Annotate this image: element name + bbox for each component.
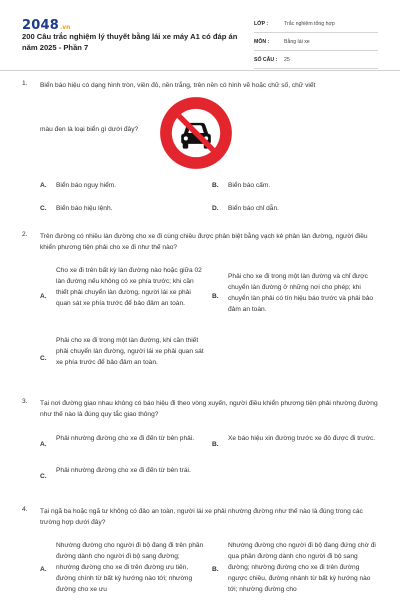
question-text: Tại ngã ba hoặc ngã tư không có đảo an toàn, người lái xe phải nhường đường như thế nào là đúng trong các trường hợp dưới đây? [40,508,363,526]
option-text: Biển báo hiệu lệnh. [56,205,113,212]
question-number: 1. [22,80,28,87]
meta-row-class [254,15,378,33]
option-text: Cho xe đi trên bất kỳ làn đường nào hoặc giữa 02 làn đường nếu không có xe phía trước; khi cần thiết phải chuyển làn đường, người lái xe phải quan sát xe phía trước để bảo đảm an toàn. [56,267,202,307]
option-text: Phải nhường đường cho xe đi đến từ bên trái. [56,467,191,474]
question-text: Biển báo hiệu có dạng hình tròn, viền đỏ, nền trắng, trên nền có hình vẽ hoặc chữ số, chữ viết [40,82,316,89]
question-text-cont: màu đen là loại biển gì dưới đây? [40,126,139,133]
option-label: B. [212,441,219,448]
logo-number: 2048 [22,18,59,33]
option-label: B. [212,293,219,300]
meta-panel [254,15,378,69]
meta-label: MÔN : [254,38,270,45]
option-label: D. [212,205,219,212]
option-label: B. [212,182,219,189]
meta-value: Trắc nghiệm tổng hợp [284,20,335,27]
meta-value: 25 [284,56,290,63]
option-text: Nhường đường cho người đi bộ đang đi trên phần đường dành cho người đi bộ sang đường; nhường đường cho xe đi trên đường ưu tiên, đường chính từ bất kỳ hướng nào tới; nhường đường cho xe ưu [56,542,204,593]
option-label: A. [40,293,47,300]
option-label: A. [40,182,47,189]
option-text: Phải cho xe đi trong một làn đường và chỉ được chuyển làn đường ở những nơi cho phép; khi chuyển làn phải có tín hiệu báo trước và phải bảo đảm an toàn. [228,273,374,313]
option-label: C. [40,205,47,212]
question-number: 3. [22,398,28,405]
site-logo[interactable] [22,14,70,33]
question-text: Tại nơi đường giao nhau không có báo hiệu đi theo vòng xuyến, người điều khiển phương tiện phải nhường đường như thế nào là đúng quy tắc giao thông? [40,400,378,418]
page-header [0,0,400,72]
option-text: Phải cho xe đi trong một làn đường, khi cần thiết phải chuyển làn đường, người lái xe phải quan sát xe phía trước để bảo đảm an toàn. [56,337,204,366]
meta-label: SỐ CÂU : [254,56,278,63]
option-label: B. [212,566,219,573]
no-cars-sign-image [157,94,235,172]
option-text: Nhường đường cho người đi bộ đang đứng chờ đi qua phần đường dành cho người đi bộ sang đường; nhường đường cho xe đi trên đường ngược chiều, đường nhánh từ bất kỳ hướng nào tới; nhường đường cho [228,542,376,593]
option-text: Biển báo nguy hiểm. [56,182,117,189]
option-text: Xe báo hiệu xin đường trước xe đó được đi trước. [228,435,376,442]
meta-row-count [254,51,378,69]
option-text: Biển báo chỉ dẫn. [228,205,279,212]
option-label: A. [40,441,47,448]
question-text: Trên đường có nhiều làn đường cho xe đi cùng chiều được phân biệt bằng vạch kẻ phân làn đường, người điều khiển phương tiện phải cho xe đi như thế nào? [40,233,368,251]
header-divider [0,70,400,71]
option-text: Biển báo cấm. [228,182,271,189]
option-label: C. [40,473,47,480]
logo-suffix: .vn [59,24,71,31]
meta-row-subject [254,33,378,51]
question-number: 4. [22,506,28,513]
question-number: 2. [22,231,28,238]
meta-value: Bằng lái xe [284,38,310,45]
meta-label: LỚP : [254,20,269,27]
page-title: 200 Câu trắc nghiệm lý thuyết bằng lái xe máy A1 có đáp án năm 2025 - Phần 7 [22,32,238,52]
option-text: Phải nhường đường cho xe đi đến từ bên phải. [56,435,195,442]
option-label: A. [40,566,47,573]
option-label: C. [40,355,47,362]
